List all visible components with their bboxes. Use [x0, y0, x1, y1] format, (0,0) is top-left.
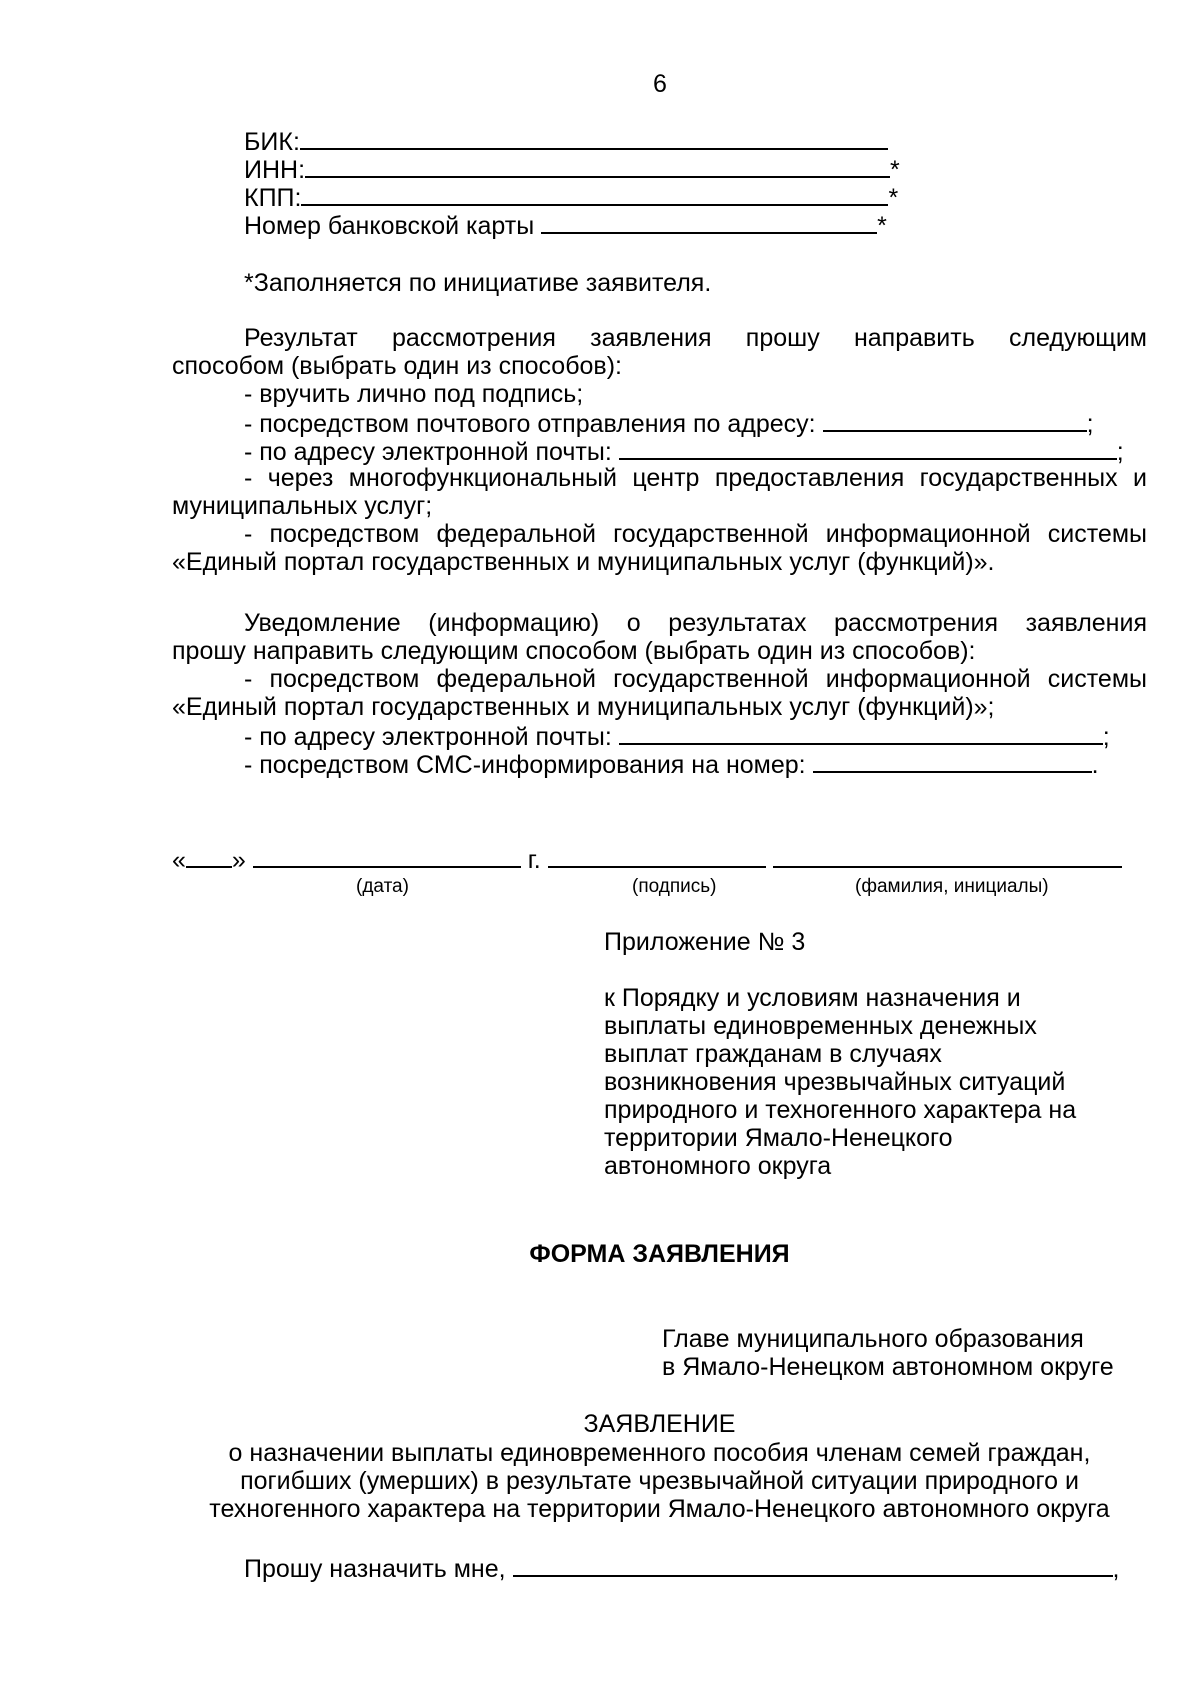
result-intro-line1: Результат рассмотрения заявления прошу направить следующим	[244, 324, 1147, 352]
card-field[interactable]	[541, 210, 877, 234]
application-subtitle-line2: погибших (умерших) в результате чрезвычайной ситуации природного и	[240, 1467, 1079, 1495]
result-option-mfc-line2: муниципальных услуг;	[172, 492, 433, 520]
appendix-line: автономного округа	[604, 1152, 832, 1180]
result-option-mfc-line1: - через многофункциональный центр предоставления государственных и	[244, 464, 1147, 492]
applicant-field[interactable]	[513, 1553, 1113, 1577]
post-address-field[interactable]	[823, 408, 1087, 432]
notice-intro-line2: прошу направить следующим способом (выбрать один из способов):	[172, 637, 976, 665]
notice-option-sms	[244, 749, 1099, 780]
notice-intro-line1: Уведомление (информацию) о результатах рассмотрения заявления	[244, 609, 1147, 637]
bik-row	[244, 126, 888, 157]
semicolon: ;	[1116, 438, 1124, 466]
signature-field[interactable]	[548, 844, 766, 868]
semicolon: ;	[1102, 723, 1110, 751]
signature-row	[172, 844, 1122, 875]
result-option-email-label: - по адресу электронной почты:	[244, 438, 612, 466]
appendix-line: выплаты единовременных денежных	[604, 1012, 1037, 1040]
request-row	[244, 1553, 1120, 1584]
kpp-row	[244, 182, 898, 213]
appendix-line: выплат гражданам в случаях	[604, 1040, 942, 1068]
notice-option-portal-line1: - посредством федеральной государственной информационной системы	[244, 665, 1147, 693]
addressee-line1: Главе муниципального образования	[662, 1325, 1084, 1353]
page-number: 6	[653, 70, 667, 98]
notice-option-portal-line2: «Единый портал государственных и муниципальных услуг (функций)»;	[172, 693, 995, 721]
inn-asterisk: *	[890, 156, 900, 184]
full-name-field[interactable]	[773, 844, 1122, 868]
appendix-line: природного и техногенного характера на	[604, 1096, 1077, 1124]
result-option-portal-line2: «Единый портал государственных и муниципальных услуг (функций)».	[172, 548, 995, 576]
request-comma: ,	[1112, 1555, 1120, 1583]
appendix-title: Приложение № 3	[604, 928, 806, 956]
bik-field[interactable]	[300, 126, 888, 150]
kpp-label: КПП:	[244, 184, 302, 212]
inn-field[interactable]	[305, 154, 890, 178]
kpp-asterisk: *	[888, 184, 899, 212]
card-asterisk: *	[877, 212, 887, 240]
result-option-personal: - вручить лично под подпись;	[244, 380, 584, 408]
application-heading: ЗАЯВЛЕНИЕ	[583, 1410, 736, 1438]
application-subtitle-line1: о назначении выплаты единовременного пособия членам семей граждан,	[228, 1439, 1091, 1467]
signature-caption: (подпись)	[632, 876, 717, 897]
result-option-portal-line1: - посредством федеральной государственной информационной системы	[244, 520, 1147, 548]
result-email-field[interactable]	[619, 436, 1117, 460]
result-option-post	[244, 408, 1094, 439]
bik-label: БИК:	[244, 128, 300, 156]
date-caption: (дата)	[356, 876, 409, 897]
notice-option-email	[244, 721, 1110, 752]
notice-email-field[interactable]	[619, 721, 1103, 745]
sms-number-field[interactable]	[813, 749, 1092, 773]
addressee-line2: в Ямало-Ненецком автономном округе	[662, 1353, 1114, 1381]
full-name-caption: (фамилия, инициалы)	[855, 876, 1049, 897]
notice-option-sms-label: - посредством СМС-информирования на номер:	[244, 751, 806, 779]
semicolon: ;	[1086, 410, 1094, 438]
open-quote: «	[172, 846, 186, 874]
inn-label: ИНН:	[244, 156, 306, 184]
date-field[interactable]	[253, 844, 521, 868]
period: .	[1091, 751, 1099, 779]
year-suffix: г.	[527, 846, 541, 874]
application-subtitle-line3: техногенного характера на территории Ямало-Ненецкого автономного округа	[209, 1495, 1110, 1523]
footnote: *Заполняется по инициативе заявителя.	[244, 269, 712, 297]
card-row	[244, 210, 887, 241]
close-quote: »	[231, 846, 246, 874]
form-title: ФОРМА ЗАЯВЛЕНИЯ	[529, 1240, 790, 1268]
day-field[interactable]	[186, 844, 232, 868]
appendix-line: к Порядку и условиям назначения и	[604, 984, 1021, 1012]
kpp-field[interactable]	[301, 182, 888, 206]
card-label: Номер банковской карты	[244, 212, 535, 240]
result-option-post-label: - посредством почтового отправления по адресу:	[244, 410, 816, 438]
result-intro-line2: способом (выбрать один из способов):	[172, 352, 622, 380]
request-label: Прошу назначить мне,	[244, 1555, 506, 1583]
appendix-line: возникновения чрезвычайных ситуаций	[604, 1068, 1066, 1096]
result-option-email	[244, 436, 1124, 467]
appendix-line: территории Ямало-Ненецкого	[604, 1124, 953, 1152]
notice-option-email-label: - по адресу электронной почты:	[244, 723, 612, 751]
inn-row	[244, 154, 900, 185]
